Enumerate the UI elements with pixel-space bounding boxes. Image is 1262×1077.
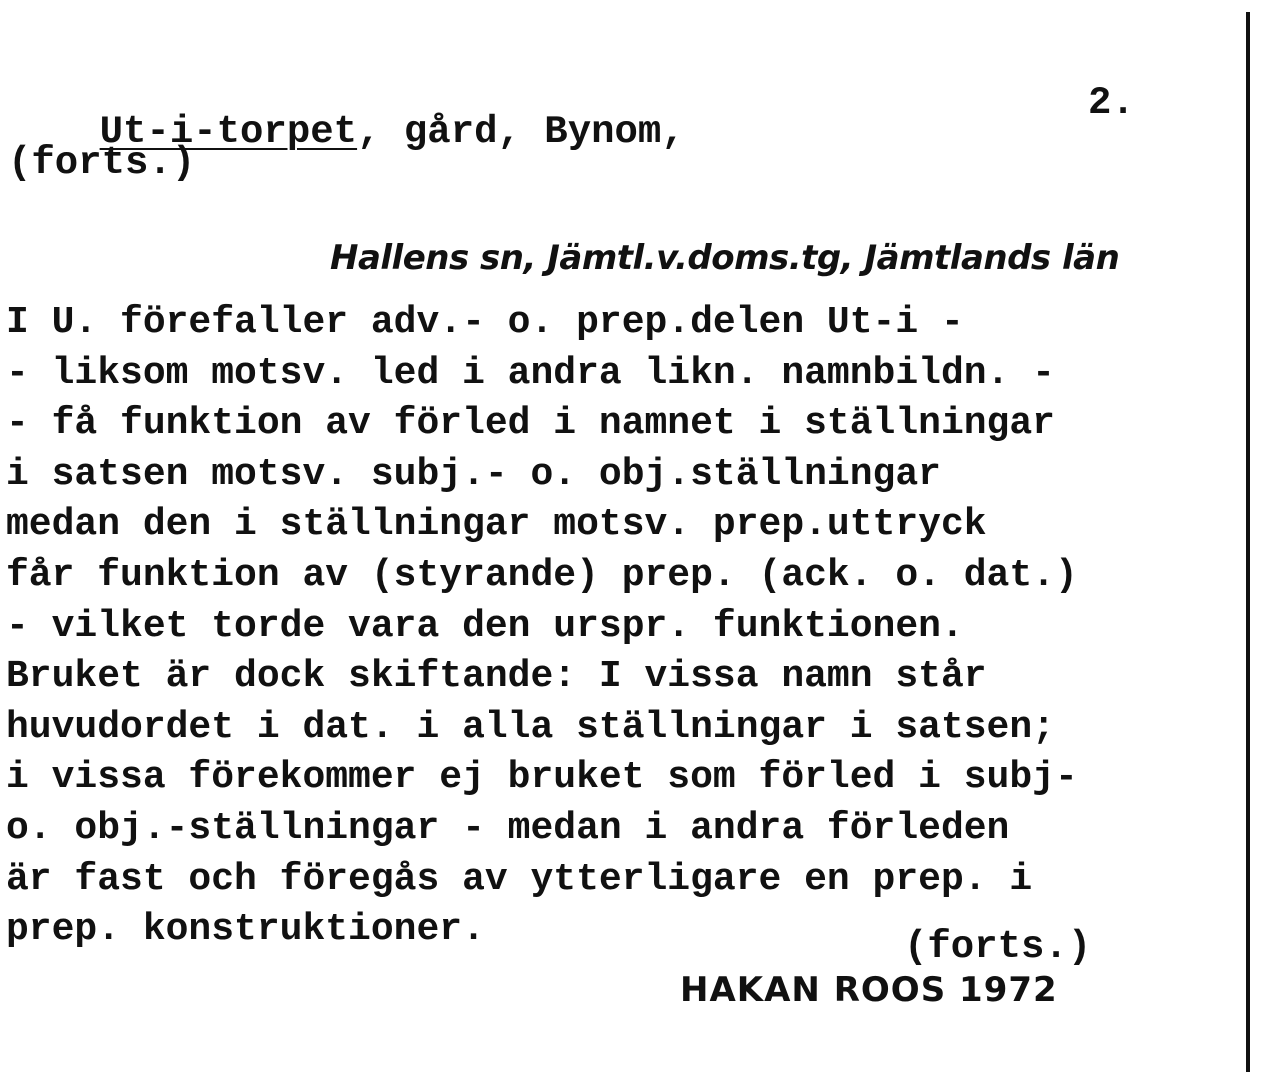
body-line: prep. konstruktioner.: [6, 908, 485, 952]
body-line: - liksom motsv. led i andra likn. namnbildn. -: [6, 351, 1055, 395]
page-number: 2.: [1088, 81, 1135, 125]
body-line: Bruket är dock skiftande: I vissa namn står: [6, 655, 987, 699]
continued-top: (forts.): [8, 141, 196, 185]
body-line: i vissa förekommer ej bruket som förled i subj-: [6, 756, 1078, 800]
body-line: - vilket torde vara den urspr. funktionen.: [6, 604, 964, 648]
card-edge-line: [1246, 12, 1250, 1072]
body-line: I U. förefaller adv.- o. prep.delen Ut-i -: [6, 301, 964, 344]
body-line: o. obj.-ställningar - medan i andra förleden: [6, 806, 1010, 850]
body-line: i satsen motsv. subj.- o. obj.ställningar: [6, 452, 941, 496]
location-stamp: Hallens sn, Jämtl.v.doms.tg, Jämtlands län: [330, 238, 1120, 278]
body-line: medan den i ställningar motsv. prep.uttryck: [6, 503, 987, 547]
body-line: får funktion av (styrande) prep. (ack. o. dat.): [6, 553, 1078, 597]
heading-rest: , gård, Bynom,: [357, 110, 685, 154]
continued-bottom: (forts.): [904, 925, 1092, 969]
author-stamp: HAKAN ROOS 1972: [680, 970, 1058, 1010]
body-line: är fast och föregås av ytterligare en prep. i: [6, 857, 1033, 901]
card-body: [6, 298, 1078, 956]
place-name: Ut-i-torpet: [99, 110, 358, 154]
body-line: - få funktion av förled i namnet i ställningar: [6, 402, 1055, 446]
body-line: huvudordet i dat. i alla ställningar i satsen;: [6, 705, 1055, 749]
